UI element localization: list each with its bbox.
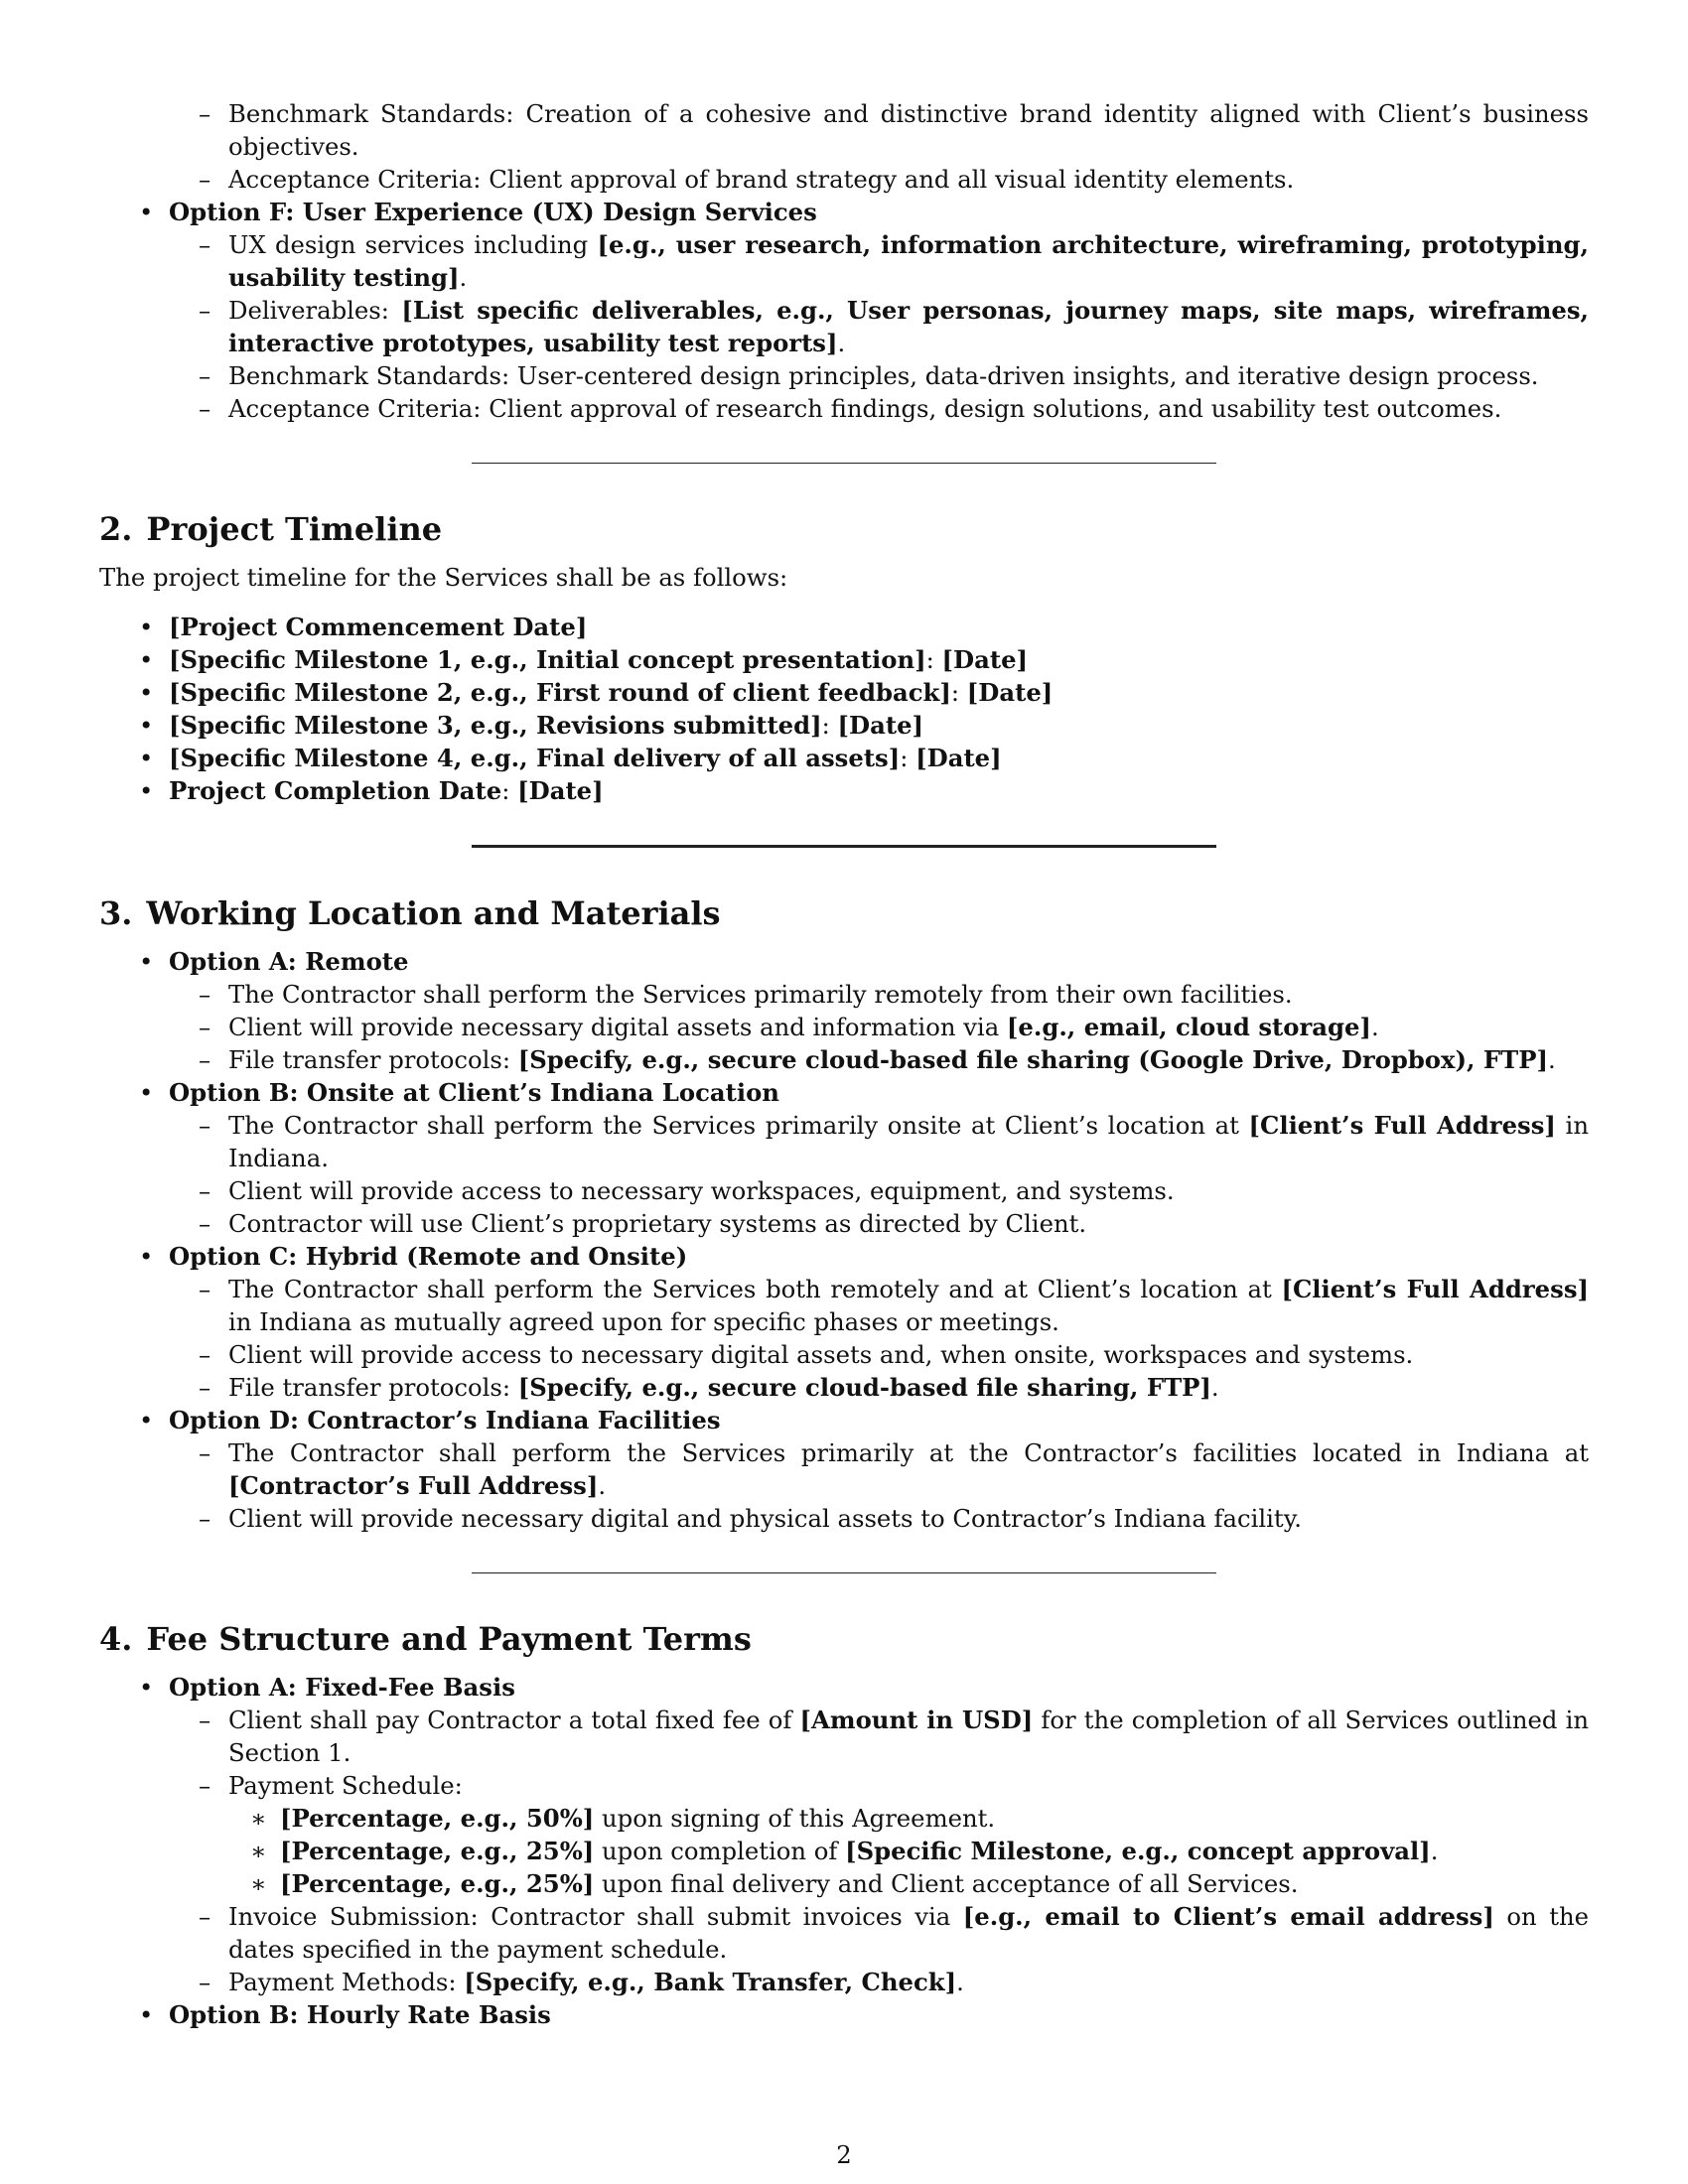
- list-item: – Payment Methods: [Specify, e.g., Bank Transfer, Check].: [99, 1966, 1589, 1998]
- list-item: – Benchmark Standards: Creation of a cohesive and distinctive brand identity aligned with Client’s business objectives.: [99, 97, 1589, 163]
- list-item: – File transfer protocols: [Specify, e.g., secure cloud-based file sharing, FTP].: [99, 1371, 1589, 1404]
- option-b-onsite: [99, 1076, 1589, 1240]
- section1-continued-list: [99, 97, 1589, 196]
- timeline-item: • [Specific Milestone 1, e.g., Initial concept presentation]: [Date]: [99, 643, 1589, 676]
- page-number: 2: [836, 2140, 852, 2169]
- option-b-hourly: [99, 1998, 1589, 2031]
- page-content: [99, 97, 1589, 2031]
- option-a-fixed-fee: [99, 1671, 1589, 1998]
- section-divider: [472, 463, 1216, 464]
- section-heading: 2. Project Timeline: [99, 510, 443, 548]
- option-a-remote: [99, 945, 1589, 1076]
- list-item: – UX design services including [e.g., user research, information architecture, wireframing, prototyping, usability testing].: [99, 228, 1589, 294]
- list-item: – Acceptance Criteria: Client approval of brand strategy and all visual identity elements.: [99, 163, 1589, 196]
- timeline-item: • [Specific Milestone 2, e.g., First round of client feedback]: [Date]: [99, 676, 1589, 709]
- list-item: – File transfer protocols: [Specify, e.g., secure cloud-based file sharing (Google Drive, Dropbox), FTP].: [99, 1043, 1589, 1076]
- list-item: – Acceptance Criteria: Client approval of research findings, design solutions, and usability test outcomes.: [99, 392, 1589, 425]
- option-title: Option A: Fixed-Fee Basis: [169, 1673, 515, 1702]
- list-item: – Client will provide access to necessary digital assets and, when onsite, workspaces and systems.: [99, 1338, 1589, 1371]
- list-item: – The Contractor shall perform the Services primarily at the Contractor’s facilities located in Indiana at [Contractor’s Full Address].: [99, 1436, 1589, 1502]
- section-heading: 4. Fee Structure and Payment Terms: [99, 1620, 752, 1658]
- list-item: – Client will provide necessary digital assets and information via [e.g., email, cloud storage].: [99, 1011, 1589, 1043]
- list-item: – Client shall pay Contractor a total fixed fee of [Amount in USD] for the completion of all Services outlined in Section 1.: [99, 1704, 1589, 1769]
- section-divider: [472, 845, 1216, 848]
- list-item: – Deliverables: [List specific deliverables, e.g., User personas, journey maps, site maps, wireframes, interactive prototypes, usability test reports].: [99, 294, 1589, 359]
- list-item: – Client will provide necessary digital and physical assets to Contractor’s Indiana facility.: [99, 1502, 1589, 1535]
- timeline-item: • Project Completion Date: [Date]: [99, 774, 1589, 807]
- list-item: – Contractor will use Client’s proprietary systems as directed by Client.: [99, 1207, 1589, 1240]
- timeline-list: [99, 611, 1589, 807]
- schedule-item: ∗ [Percentage, e.g., 25%] upon completion of [Specific Milestone, e.g., concept approval].: [99, 1835, 1589, 1867]
- option-title: Option A: Remote: [169, 947, 409, 976]
- list-item: – The Contractor shall perform the Services primarily remotely from their own facilities.: [99, 978, 1589, 1011]
- section-intro: The project timeline for the Services shall be as follows:: [99, 563, 788, 592]
- section-divider: [472, 1572, 1216, 1573]
- option-title: Option F: User Experience (UX) Design Services: [169, 198, 817, 226]
- list-item: – The Contractor shall perform the Services both remotely and at Client’s location at [Client’s Full Address] in Indiana as mutually agreed upon for specific phases or meetings.: [99, 1273, 1589, 1338]
- schedule-item: ∗ [Percentage, e.g., 50%] upon signing of this Agreement.: [99, 1802, 1589, 1835]
- section-heading: 3. Working Location and Materials: [99, 894, 721, 932]
- payment-schedule: – Payment Schedule: ∗ [Percentage, e.g., 50%] upon signing of this Agreement. ∗ [Percentage, e.g., 25%] upon completion of [Specific Milestone, e.g., concept approval]. ∗ [Percentage, e.g., 25%] upon final delivery and Client acceptance of all Services.: [99, 1769, 1589, 1900]
- option-title: Option B: Onsite at Client’s Indiana Location: [169, 1078, 779, 1107]
- fee-structure-list: [99, 1671, 1589, 2031]
- list-item: – Benchmark Standards: User-centered design principles, data-driven insights, and iterative design process.: [99, 359, 1589, 392]
- option-e-continued: [99, 97, 1589, 196]
- timeline-item: • [Specific Milestone 3, e.g., Revisions submitted]: [Date]: [99, 709, 1589, 742]
- timeline-item: • [Specific Milestone 4, e.g., Final delivery of all assets]: [Date]: [99, 742, 1589, 774]
- list-item: – Client will provide access to necessary workspaces, equipment, and systems.: [99, 1174, 1589, 1207]
- option-f: [99, 196, 1589, 425]
- option-title: Option B: Hourly Rate Basis: [169, 2000, 551, 2029]
- working-location-list: [99, 945, 1589, 1535]
- list-item: – The Contractor shall perform the Services primarily onsite at Client’s location at [Client’s Full Address] in Indiana.: [99, 1109, 1589, 1174]
- option-title: Option C: Hybrid (Remote and Onsite): [169, 1242, 688, 1271]
- timeline-item: • [Project Commencement Date]: [99, 611, 1589, 643]
- option-c-hybrid: [99, 1240, 1589, 1404]
- option-d-contractor-facilities: [99, 1404, 1589, 1535]
- schedule-item: ∗ [Percentage, e.g., 25%] upon final delivery and Client acceptance of all Services.: [99, 1867, 1589, 1900]
- list-item: – Invoice Submission: Contractor shall submit invoices via [e.g., email to Client’s email address] on the dates specified in the payment schedule.: [99, 1900, 1589, 1966]
- option-f-list: [99, 196, 1589, 425]
- option-title: Option D: Contractor’s Indiana Facilities: [169, 1406, 721, 1434]
